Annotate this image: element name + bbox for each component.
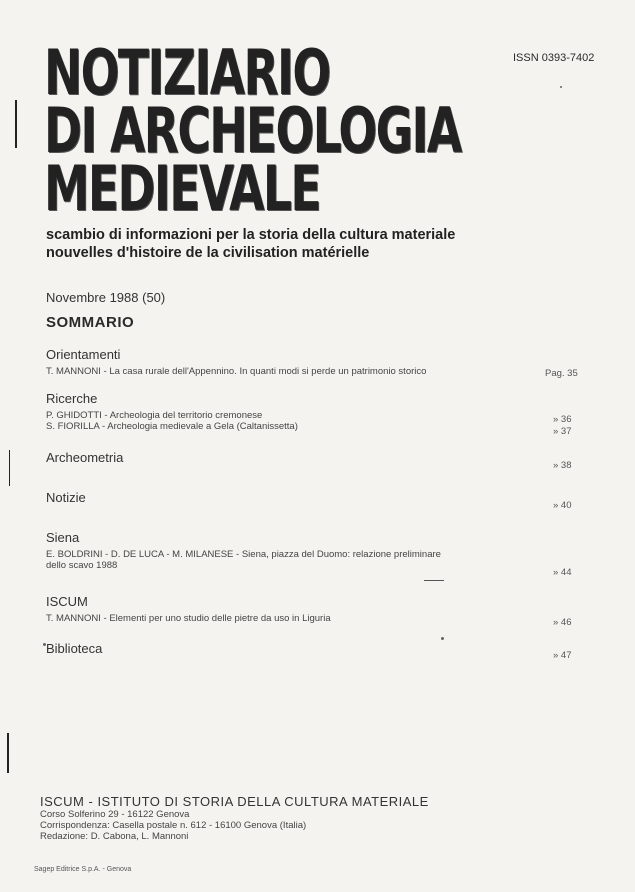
- page-reference: » 37: [553, 426, 572, 437]
- section-title-orientamenti: Orientamenti: [46, 347, 121, 362]
- subtitle-french: nouvelles d'histoire de la civilisation matérielle: [46, 245, 370, 261]
- scan-edge-mark: [15, 100, 17, 148]
- scan-speck: [441, 637, 444, 640]
- issue-date: Novembre 1988 (50): [46, 290, 166, 305]
- publisher-editors: Redazione: D. Cabona, L. Mannoni: [40, 831, 189, 842]
- page-reference: » 38: [553, 460, 572, 471]
- contents-entry: T. MANNONI - La casa rurale dell'Appennino. In quanti modi si perde un patrimonio storico: [46, 366, 427, 377]
- contents-entry-continued: dello scavo 1988: [46, 560, 118, 571]
- section-title-biblioteca: Biblioteca: [46, 641, 103, 656]
- masthead-title: [44, 36, 552, 225]
- section-title-notizie: Notizie: [46, 490, 86, 505]
- page-reference: Pag. 35: [545, 368, 578, 379]
- scan-dash-mark: [424, 580, 444, 581]
- publisher-footer: [40, 794, 429, 842]
- contents-heading: SOMMARIO: [46, 314, 135, 331]
- masthead-line-1: NOTIZIARIO: [44, 36, 330, 109]
- issn-number: ISSN 0393-7402: [513, 52, 595, 64]
- subtitle: [46, 226, 455, 262]
- page-reference: » 46: [553, 617, 572, 628]
- contents-entry: E. BOLDRINI - D. DE LUCA - M. MILANESE - Siena, piazza del Duomo: relazione preliminare: [46, 549, 441, 560]
- section-title-iscum: ISCUM: [46, 594, 88, 609]
- contents-entry: T. MANNONI - Elementi per uno studio delle pietre da uso in Liguria: [46, 613, 331, 624]
- page-reference: » 47: [553, 650, 572, 661]
- contents-entry: P. GHIDOTTI - Archeologia del territorio cremonese: [46, 410, 263, 421]
- page-reference: » 40: [553, 500, 572, 511]
- publisher-address: Corso Solferino 29 - 16122 Genova: [40, 809, 190, 820]
- masthead-line-2: DI ARCHEOLOGIA: [44, 94, 461, 167]
- contents-entry: S. FIORILLA - Archeologia medievale a Gela (Caltanissetta): [46, 421, 298, 432]
- publisher-correspondence: Corrispondenza: Casella postale n. 612 - 16100 Genova (Italia): [40, 820, 307, 831]
- scan-edge-mark: [7, 733, 9, 773]
- subtitle-italian: scambio di informazioni per la storia della cultura materiale: [46, 227, 456, 243]
- publisher-name: ISCUM - ISTITUTO DI STORIA DELLA CULTURA MATERIALE: [40, 794, 429, 809]
- scan-edge-mark: [9, 450, 10, 486]
- page-reference: » 44: [553, 567, 572, 578]
- scan-speck: [560, 86, 562, 88]
- section-title-archeometria: Archeometria: [46, 450, 124, 465]
- section-title-siena: Siena: [46, 530, 80, 545]
- masthead-line-3: MEDIEVALE: [44, 152, 321, 225]
- printer-credit: Sagep Editrice S.p.A. - Genova: [34, 866, 132, 873]
- scan-speck: [43, 643, 46, 646]
- section-title-ricerche: Ricerche: [46, 391, 98, 406]
- page-reference: » 36: [553, 414, 572, 425]
